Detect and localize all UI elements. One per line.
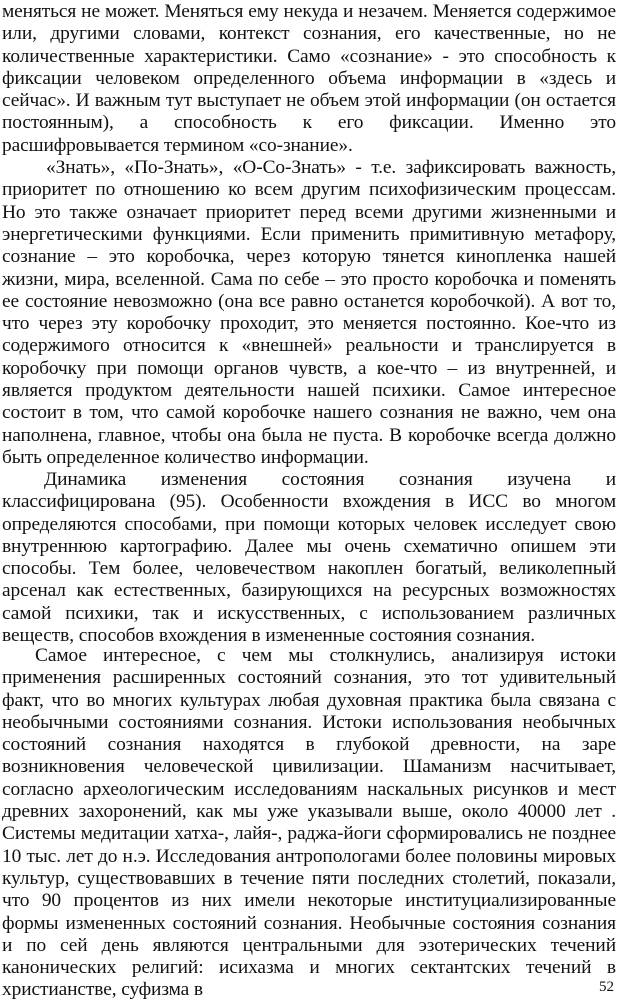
paragraph-origins: Самое интересное, с чем мы столкнулись, анализируя истоки применения расширенных состояний сознания, это тот удивительный факт, что во многих культурах любая духовная практика была связана с необычными состояниями сознания. Истоки использования необычных состояний сознания находятся в глубокой древности, на заре возникновения человеческой цивилизации. Шаманизм насчитывает, согласно археологическим исследованиям наскальных рисунков и мест древних захоронений, как мы уже указывали выше, около 40000 лет . Системы медитации хатха-, лайя-, раджа-йоги сформировались не позднее 10 тыс. лет до н.э. Исследования антропологами более половины мировых культур, существовавших в течение пяти последних столетий, показали, что 90 процентов из них имели некоторые институциализированные формы измененных состояний сознания. Необычные состояния сознания и по сей день являются центральными для эзотерических течений канонических религий: исихазма и многих сектантских течений в христианстве, суфизма в [2,645,616,1001]
paragraph-box-metaphor: «Знать», «По-Знать», «О-Со-Знать» - т.е. зафиксировать важность, приоритет по отношению ко всем другим психофизическим процессам. Но это также означает приоритет перед всеми другими жизненными и энергетическими функциями. Если применить примитивную метафору, сознание – это коробочка, через которую тянется кинопленка нашей жизни, мира, вселенной. Сама по себе – это просто коробочка и поменять ее состояние невозможно (она все равно останется коробочкой). А вот то, что через эту коробочку проходит, это меняется постоянно. Кое-что из содержимого относится к «внешней» реальности и транслируется в коробочку при помощи органов чувств, а кое-что – из внутренней, и является продуктом деятельности нашей психики. Самое интересное состоит в том, что самой коробочке нашего сознания не важно, чем она наполнена, главное, чтобы она была не пуста. В коробочке всегда должно быть определенное количество информации. [2,157,616,468]
text-block-top [2,1,616,469]
paragraph-dynamics: Динамика изменения состояния сознания изучена и классифицирована (95). Особенности вхождения в ИСС во многом определяются способами, при помощи которых человек исследует свою внутреннюю картографию. Далее мы очень схематично опишем эти способы. Тем более, человечеством накоплен богатый, великолепный арсенал как естественных, базирующихся на ресурсных возможностях самой психики, так и искусственных, с использованием различных веществ, способов вхождения в измененные состояния сознания. [2,469,616,647]
text-block-middle [2,469,616,647]
text-block-bottom [2,645,616,1002]
page-number: 52 [599,979,614,995]
paragraph-consciousness-definition: меняться не может. Меняться ему некуда и незачем. Меняется содержимое или, другими словами, контекст сознания, его качественные, но не количественные характеристики. Само «сознание» - это способность к фиксации человеком определенного объема информации в «здесь и сейчас». И важным тут выступает не объем этой информации (он остается постоянным), а способность к его фиксации. Именно это расшифровывается термином «со-знание». [2,1,616,156]
